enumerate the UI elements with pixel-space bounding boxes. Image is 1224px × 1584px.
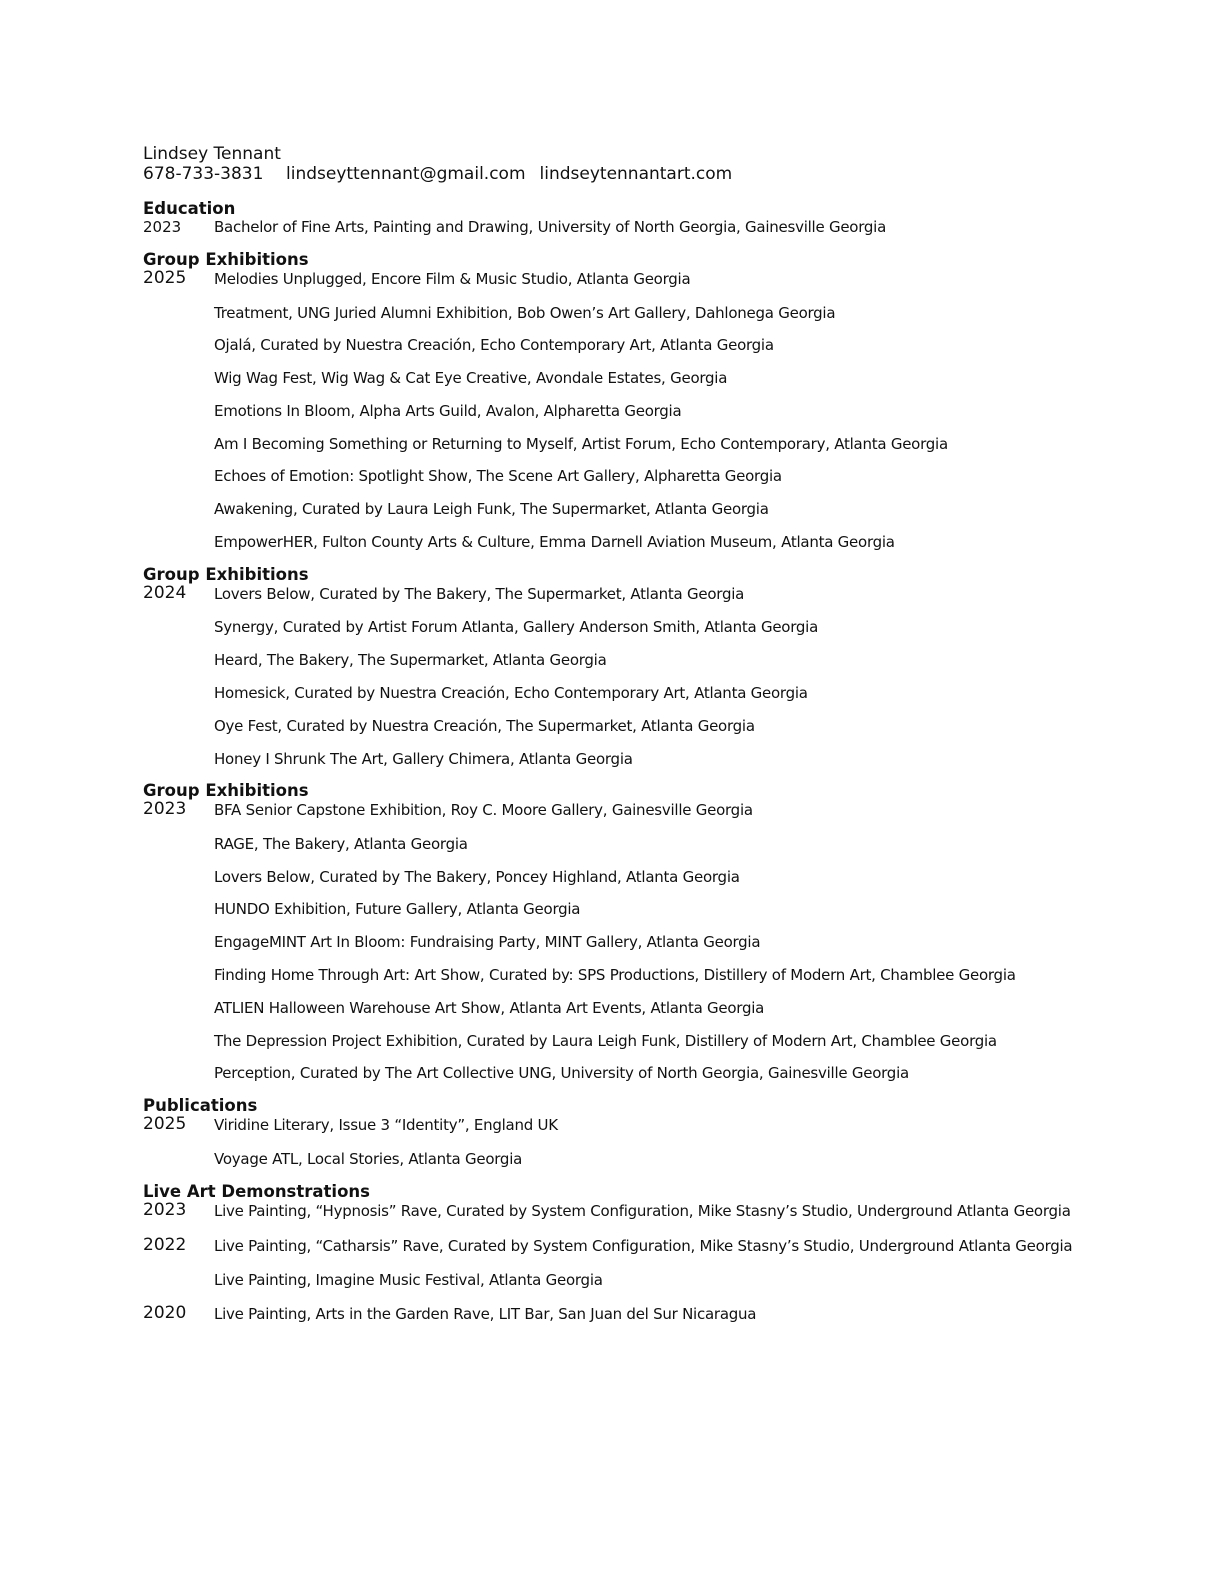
exhibition-entry: ATLIEN Halloween Warehouse Art Show, Atlanta Art Events, Atlanta Georgia [214,998,765,1017]
education-year: 2023 [143,218,182,236]
list-item [143,532,1143,565]
exhibition-entry: Lovers Below, Curated by The Bakery, The Supermarket, Atlanta Georgia [214,584,745,603]
education-row [143,218,1143,250]
live-art-year: 2023 [143,1199,187,1220]
exhibition-entry: Honey I Shrunk The Art, Gallery Chimera, Atlanta Georgia [214,749,633,768]
live-art-year: 2022 [143,1235,187,1256]
list-item [143,303,1143,336]
exhibition-entry: Lovers Below, Curated by The Bakery, Poncey Highland, Atlanta Georgia [214,867,740,886]
group-2023-year: 2023 [143,799,187,820]
publication-entry: Viridine Literary, Issue 3 “Identity”, England UK [214,1116,558,1135]
exhibition-entry: Perception, Curated by The Art Collective UNG, University of North Georgia, Gainesville Georgia [214,1064,909,1083]
resume-page [143,144,1143,1337]
group-2025-year: 2025 [143,268,187,288]
group-exhibitions-2025-heading: Group Exhibitions [143,250,309,269]
live-art-heading: Live Art Demonstrations [143,1181,370,1201]
list-item [143,650,1143,683]
exhibition-entry: BFA Senior Capstone Exhibition, Roy C. Moore Gallery, Gainesville Georgia [214,801,753,820]
publications-year: 2025 [143,1114,187,1135]
exhibition-entry: Melodies Unplugged, Encore Film & Music Studio, Atlanta Georgia [214,270,691,288]
exhibition-entry: Am I Becoming Something or Returning to Myself, Artist Forum, Echo Contemporary, Atlanta Georgia [214,434,948,453]
list-item [143,716,1143,749]
group-exhibitions-2023-heading: Group Exhibitions [143,781,309,801]
list-item [143,466,1143,499]
exhibition-entry: RAGE, The Bakery, Atlanta Georgia [214,834,468,853]
list-item [143,800,1143,834]
group-exhibitions-2024-heading: Group Exhibitions [143,564,309,584]
list-item [143,899,1143,932]
exhibition-entry: Homesick, Curated by Nuestra Creación, Echo Contemporary Art, Atlanta Georgia [214,683,808,702]
publication-entry: Voyage ATL, Local Stories, Atlanta Georgia [214,1149,523,1168]
list-item [143,1115,1143,1149]
live-art-entry: Live Painting, Imagine Music Festival, Atlanta Georgia [214,1271,603,1290]
live-art-entry: Live Painting, Arts in the Garden Rave, LIT Bar, San Juan del Sur Nicaragua [214,1305,757,1324]
list-item [143,269,1143,303]
list-item [143,683,1143,716]
exhibition-entry: Emotions In Bloom, Alpha Arts Guild, Avalon, Alpharetta Georgia [214,401,682,420]
exhibition-entry: Heard, The Bakery, The Supermarket, Atlanta Georgia [214,651,607,670]
list-item [143,1270,1143,1304]
list-item [143,932,1143,965]
exhibition-entry: EmpowerHER, Fulton County Arts & Culture, Emma Darnell Aviation Museum, Atlanta Georgia [214,533,895,552]
phone-number: 678-733-3831 [143,164,264,184]
exhibition-entry: Wig Wag Fest, Wig Wag & Cat Eye Creative, Avondale Estates, Georgia [214,369,728,388]
exhibition-entry: The Depression Project Exhibition, Curated by Laura Leigh Funk, Distillery of Modern Art, Chamblee Georgia [214,1031,997,1050]
group-2024-year: 2024 [143,582,187,603]
list-item [143,1201,1143,1237]
exhibition-entry: Synergy, Curated by Artist Forum Atlanta, Gallery Anderson Smith, Atlanta Georgia [214,618,819,637]
list-item [143,335,1143,368]
list-item [143,834,1143,867]
exhibition-entry: Ojalá, Curated by Nuestra Creación, Echo Contemporary Art, Atlanta Georgia [214,336,774,355]
list-item [143,584,1143,618]
contact-line [143,164,1143,184]
list-item [143,368,1143,401]
exhibition-entry: Finding Home Through Art: Art Show, Curated by: SPS Productions, Distillery of Modern Art, Chamblee Georgia [214,966,1016,985]
email-address: lindseyttennant@gmail.com [286,164,526,184]
list-item [143,867,1143,900]
education-entry: Bachelor of Fine Arts, Painting and Drawing, University of North Georgia, Gainesville Georgia [214,218,887,236]
exhibition-entry: Treatment, UNG Juried Alumni Exhibition, Bob Owen’s Art Gallery, Dahlonega Georgia [214,303,836,322]
live-art-year: 2020 [143,1303,187,1324]
list-item [143,1031,1143,1064]
list-item [143,401,1143,434]
list-item [143,1236,1143,1270]
list-item [143,434,1143,467]
list-item [143,617,1143,650]
list-item [143,998,1143,1031]
exhibition-entry: Awakening, Curated by Laura Leigh Funk, The Supermarket, Atlanta Georgia [214,500,769,519]
exhibition-entry: HUNDO Exhibition, Future Gallery, Atlanta Georgia [214,900,581,919]
exhibition-entry: Oye Fest, Curated by Nuestra Creación, The Supermarket, Atlanta Georgia [214,716,755,735]
website-url: lindseytennantart.com [539,164,733,184]
list-item [143,749,1143,782]
list-item [143,1149,1143,1182]
list-item [143,1063,1143,1096]
exhibition-entry: Echoes of Emotion: Spotlight Show, The Scene Art Gallery, Alpharetta Georgia [214,467,782,486]
publications-heading: Publications [143,1096,258,1116]
list-item [143,965,1143,998]
resume-name: Lindsey Tennant [143,144,281,164]
list-item [143,499,1143,532]
live-art-entry: Live Painting, “Hypnosis” Rave, Curated by System Configuration, Mike Stasny’s Studio, Underground Atlanta Georgia [214,1201,1071,1220]
exhibition-entry: EngageMINT Art In Bloom: Fundraising Party, MINT Gallery, Atlanta Georgia [214,933,761,952]
live-art-entry: Live Painting, “Catharsis” Rave, Curated by System Configuration, Mike Stasny’s Studio, Underground Atlanta Georgia [214,1237,1073,1256]
education-heading: Education [143,199,236,218]
list-item [143,1304,1143,1337]
